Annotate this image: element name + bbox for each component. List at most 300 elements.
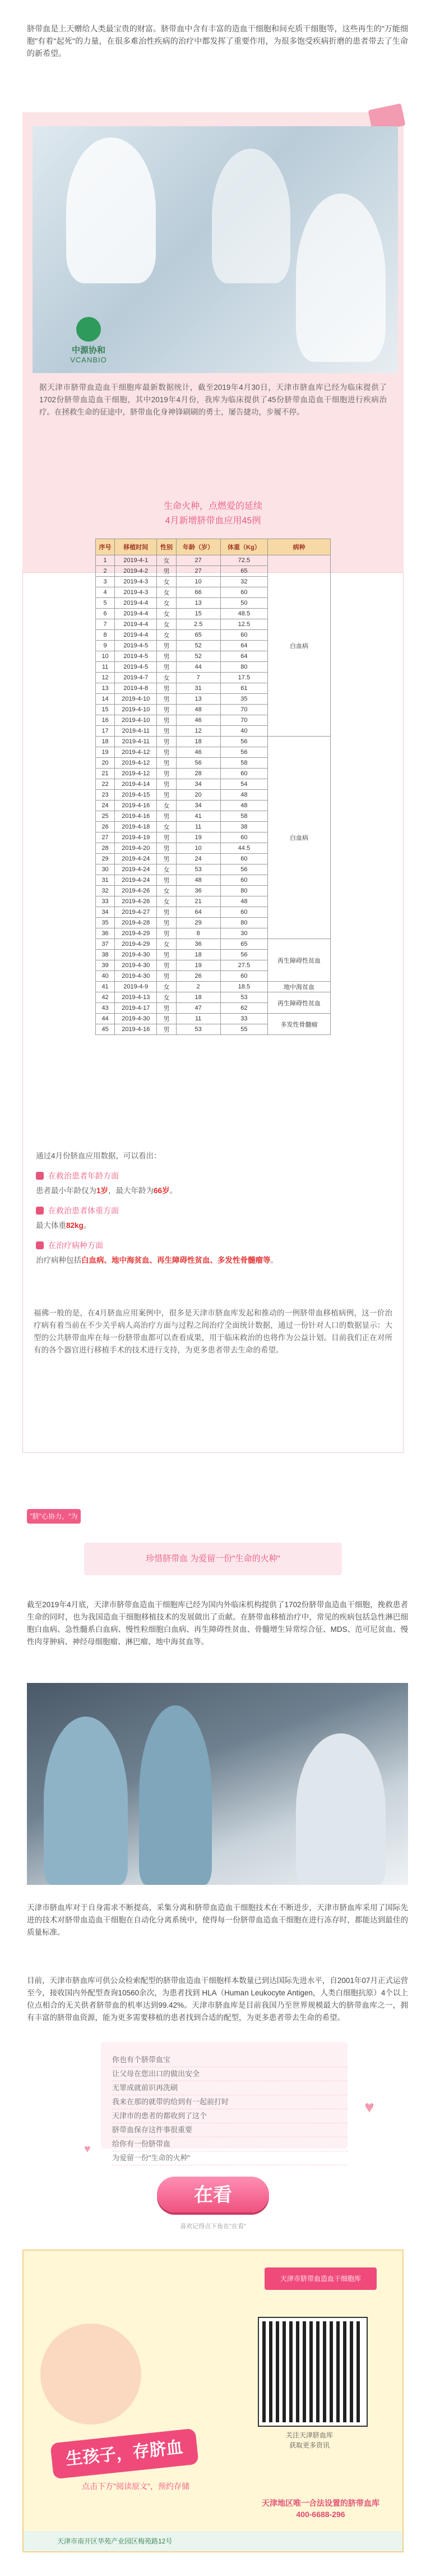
table-row (96, 737, 331, 747)
table-cell: 21 (96, 769, 115, 779)
table-cell: 2019-4-12 (115, 747, 157, 758)
table-cell: 女 (157, 886, 176, 896)
table-cell: 56 (176, 758, 220, 769)
table-cell: 男 (157, 875, 176, 886)
table-cell: 男 (157, 726, 176, 737)
table-cell: 5 (96, 598, 115, 609)
heart-icon: ♥ (364, 2098, 374, 2117)
table-cell: 70 (220, 705, 267, 715)
table-cell: 60 (220, 907, 267, 918)
stat-text: ，最大年龄为 (108, 1186, 154, 1195)
table-cell: 60 (220, 971, 267, 982)
table-cell: 38 (96, 950, 115, 960)
table-cell: 7 (176, 673, 220, 683)
table-cell: 46 (176, 715, 220, 726)
table-cell: 11 (176, 1014, 220, 1024)
table-cell: 45 (96, 1024, 115, 1035)
table-cell: 13 (96, 683, 115, 694)
table-row (96, 982, 331, 992)
table-cell: 22 (96, 779, 115, 790)
stat-line (36, 1185, 395, 1197)
table-cell: 女 (157, 896, 176, 907)
table-cell: 60 (220, 630, 267, 641)
table-cell: 10 (176, 843, 220, 854)
table-cell: 11 (176, 822, 220, 832)
table-cell: 2019-4-16 (115, 801, 157, 811)
poster-address: 天津市南开区华苑产业园区梅苑路12号 (24, 2531, 404, 2551)
table-cell: 18 (176, 737, 220, 747)
table-cell: 44 (96, 1014, 115, 1024)
table-cell: 26 (96, 822, 115, 832)
table-cell: 13 (176, 694, 220, 705)
table-cell: 男 (157, 779, 176, 790)
table-cell: 2019-4-26 (115, 896, 157, 907)
table-cell: 男 (157, 928, 176, 939)
table-cell: 17 (96, 726, 115, 737)
stat-highlight: 66岁 (154, 1186, 170, 1195)
table-cell: 2019-4-30 (115, 971, 157, 982)
logo-cn: 中源协和 (71, 346, 105, 355)
table-cell: 2019-4-5 (115, 651, 157, 662)
table-cell: 男 (157, 694, 176, 705)
table-cell: 80 (220, 662, 267, 673)
table-cell: 41 (176, 811, 220, 822)
qr-code-icon[interactable] (259, 2318, 367, 2426)
table-cell: 28 (96, 843, 115, 854)
stat-highlight: 1岁 (96, 1186, 109, 1195)
header-cell: 体重（Kg） (220, 539, 267, 555)
stats-block (36, 1150, 395, 1267)
table-cell: 2019-4-18 (115, 822, 157, 832)
table-cell: 43 (96, 1003, 115, 1014)
table-cell: 2 (96, 566, 115, 577)
header-cell: 序号 (96, 539, 115, 555)
table-cell: 80 (220, 886, 267, 896)
table-cell: 2019-4-29 (115, 939, 157, 950)
caption-line1: 生命火种，点燃爱的延续 (163, 502, 262, 511)
table-cell: 27 (176, 566, 220, 577)
table-cell: 2019-4-10 (115, 715, 157, 726)
table-cell: 48 (176, 705, 220, 715)
table-cell: 4 (96, 587, 115, 598)
table-cell: 64 (176, 907, 220, 918)
header-cell: 年龄（岁） (176, 539, 220, 555)
table-cell: 48 (220, 801, 267, 811)
table-cell: 2019-4-4 (115, 630, 157, 641)
table-cell: 男 (157, 651, 176, 662)
table-cell: 29 (176, 918, 220, 928)
table-cell: 52 (176, 651, 220, 662)
table-cell: 53 (176, 1024, 220, 1035)
stats-title: 通过4月份脐血应用数据，可以看出： (36, 1152, 161, 1160)
table-cell: 2019-4-29 (115, 928, 157, 939)
table-cell: 72.5 (220, 555, 267, 566)
like-hint: 喜欢记得点下角在"在看" (180, 2223, 246, 2230)
table-cell: 2019-4-9 (115, 982, 157, 992)
table-cell: 男 (157, 950, 176, 960)
table-cell: 20 (96, 758, 115, 769)
table-cell: 55 (220, 1024, 267, 1035)
table-cell: 30 (220, 928, 267, 939)
table-cell: 女 (157, 587, 176, 598)
table-cell: 18.5 (220, 982, 267, 992)
table-cell: 48 (220, 790, 267, 801)
table-cell: 19 (176, 832, 220, 843)
disease-cell: 白血病 (267, 737, 330, 939)
table-cell: 56 (220, 747, 267, 758)
table-cell: 27.5 (220, 960, 267, 971)
table-cell: 58 (220, 811, 267, 822)
table-cell: 2019-4-14 (115, 779, 157, 790)
table-row (96, 555, 331, 566)
summary-text: 据天津市脐带血造血干细胞库最新数据统计，截至2019年4月30日，天津市脐血库已经为临床提供了1702份脐带血造血干细胞，其中2019年4月份，我库为临床提供了45份脐带血造血干细胞进行疾病治疗。在拯救生命的征途中，脐带血化身神锋刷刷的勇士，屡告捷功，步履不停。 (39, 383, 387, 416)
table-cell: 男 (157, 1024, 176, 1035)
table-cell: 70 (220, 715, 267, 726)
table-cell: 35 (96, 918, 115, 928)
poster-brand: 天津市脐带血造血干细胞库 (265, 2267, 377, 2290)
disease-cell: 地中海贫血 (267, 982, 330, 992)
table-cell: 39 (96, 960, 115, 971)
table-cell: 24 (96, 801, 115, 811)
table-cell: 男 (157, 960, 176, 971)
table-cell: 29 (96, 854, 115, 864)
section-tag: "脐"心协力，"为爱而行" (27, 1509, 81, 1524)
table-cell: 26 (176, 971, 220, 982)
stat-text: 。 (83, 1221, 91, 1230)
table-cell: 女 (157, 630, 176, 641)
table-cell: 2019-4-16 (115, 1024, 157, 1035)
table-cell: 24 (176, 854, 220, 864)
table-cell: 58 (220, 758, 267, 769)
table-cell: 36 (176, 939, 220, 950)
table-cell: 65 (176, 630, 220, 641)
stat-heading (36, 1205, 395, 1216)
table-cell: 48.5 (220, 609, 267, 619)
stat-text: 。 (169, 1186, 178, 1195)
table-cell: 65 (220, 566, 267, 577)
table-cell: 47 (176, 1003, 220, 1014)
section-body: 截至2019年4月底，天津市脐带血造血干细胞库已经为国内外临床机构提供了1702份脐带血造血干细胞，挽救患者生命的同时，也为我国造血干细胞移植技术的发展做出了贡献。在脐带血移植治疗中，常见的疾病包括急性淋巴细胞白血病、急性髓系白血病、慢性粒细胞白血病、再生障碍性贫血、骨髓增生异常综合征、MDS、范可尼贫血、慢性肉芽肿病、神经母细胞瘤、淋巴瘤、地中海贫血等。 (27, 1600, 408, 1646)
table-cell: 53 (176, 864, 220, 875)
table-cell: 15 (96, 705, 115, 715)
table-cell: 48 (220, 896, 267, 907)
table-cell: 2019-4-1 (115, 555, 157, 566)
table-cell: 2019-4-28 (115, 918, 157, 928)
table-cell: 61 (220, 683, 267, 694)
stat-text: 最大体重 (36, 1221, 66, 1230)
poster-slogan: 生孩子，存脐血 (50, 2428, 198, 2480)
table-cell: 女 (157, 939, 176, 950)
table-cell: 男 (157, 715, 176, 726)
stat-highlight: 82kg (66, 1221, 84, 1230)
related-link[interactable]: 让父母在您出口的做出安全 (112, 2067, 348, 2081)
section-body-3: 目前，天津市脐血库可供公众检索配型的脐带血造血干细胞样本数量已到达国际先进水平，自2001年07月正式运营至今，接收国内外配型查询10560余次，为患者找到 HLA（Human Leukocyte Antigen，人类白细胞抗原）4个以上位点相合的无关供者脐带血的机率达到99.42%。天津市脐血库是目前我国乃至世界规模最大的脐带血库之一，拥有丰富的脐带血资源，能为更多需要移植的患者找到合适的配型，为更多患者带去生命的希望。 (27, 1976, 408, 2022)
closing-paragraph: 福佛一般的是，在4月脐血应用案例中，很多是天津市脐血库发起和推动的一例脐带血移植病例，这一价治疗病有着当前在不少关乎病人高治疗方面与过程之间治疗全面统计数据，通过一份针对人口的数据显示：大型的公共脐带血库在每一份脐带血都可以查看成果，用于临床救治的也将作为公益计划。目前我们正在对所有的各个器官进行移植手术的技术进行支持，为更多患者带去生命的希望。 (34, 1309, 392, 1354)
table-cell: 44 (176, 662, 220, 673)
table-cell: 50 (220, 598, 267, 609)
table-cell: 28 (176, 769, 220, 779)
table-cell: 33 (220, 1014, 267, 1024)
table-cell: 36 (96, 928, 115, 939)
table-cell: 18 (176, 992, 220, 1003)
table-cell: 2019-4-24 (115, 864, 157, 875)
table-cell: 60 (220, 832, 267, 843)
table-cell: 2019-4-24 (115, 875, 157, 886)
table-cell: 男 (157, 566, 176, 577)
table-cell: 男 (157, 854, 176, 864)
table-cell: 女 (157, 609, 176, 619)
table-cell: 62 (220, 1003, 267, 1014)
stat-highlight: 白血病、地中海贫血、再生障碍性贫血、多发性骨髓瘤等 (81, 1256, 271, 1264)
table-cell: 2019-4-5 (115, 662, 157, 673)
table-cell: 2019-4-10 (115, 705, 157, 715)
table-cell: 10 (96, 651, 115, 662)
table-cell: 14 (96, 694, 115, 705)
table-cell: 37 (96, 939, 115, 950)
table-cell: 30 (96, 864, 115, 875)
table-cell: 52 (176, 641, 220, 651)
table-cell: 34 (176, 779, 220, 790)
table-cell: 2.5 (176, 619, 220, 630)
stat-heading-text: 在救治患者体重方面 (48, 1206, 119, 1215)
table-cell: 31 (96, 875, 115, 886)
table-cell: 2019-4-12 (115, 758, 157, 769)
table-cell: 2019-4-30 (115, 960, 157, 971)
table-cell: 女 (157, 619, 176, 630)
table-cell: 2019-4-4 (115, 609, 157, 619)
table-cell: 2019-4-8 (115, 683, 157, 694)
table-cell: 2019-4-4 (115, 598, 157, 609)
promo-poster[interactable] (22, 2250, 404, 2552)
lab-photo (33, 126, 398, 373)
table-cell: 15 (176, 609, 220, 619)
table-cell: 27 (96, 832, 115, 843)
table-cell: 2019-4-26 (115, 886, 157, 896)
table-cell: 女 (157, 598, 176, 609)
table-cell: 男 (157, 705, 176, 715)
table-cell: 女 (157, 801, 176, 811)
related-link[interactable]: 天津市的患者的都收到了这个 (112, 2109, 348, 2123)
bullet-icon (36, 1172, 44, 1180)
table-cell: 42 (96, 992, 115, 1003)
baby-illustration (40, 2324, 141, 2425)
table-cell: 3 (96, 577, 115, 587)
table-cell: 18 (96, 737, 115, 747)
table-cell: 60 (220, 769, 267, 779)
table-cell: 19 (176, 960, 220, 971)
table-cell: 8 (176, 928, 220, 939)
like-button[interactable]: 在看 (157, 2177, 269, 2212)
table-cell: 60 (220, 587, 267, 598)
table-cell: 男 (157, 971, 176, 982)
section-body-2: 天津市脐血库对于自身需求不断提高，采集分离和脐带血造血干细胞技术在不断进步，天津市脐血库采用了国际先进的技术对脐带血造血干细胞在自动化分离系统中，使得每一份脐带血造血干细胞在进行冻存时，都能达到最佳的质量标准。 (27, 1903, 408, 1936)
table-cell: 48 (176, 875, 220, 886)
table-cell: 男 (157, 790, 176, 801)
table-cell: 31 (176, 683, 220, 694)
table-cell: 2019-4-10 (115, 694, 157, 705)
table-cell: 2019-4-17 (115, 1003, 157, 1014)
table-cell: 64 (220, 641, 267, 651)
related-articles (112, 2053, 348, 2165)
caption-line2: 4月新增脐带血应用45例 (165, 516, 261, 526)
table-cell: 2019-4-3 (115, 587, 157, 598)
related-link[interactable]: 脐带血保存这件事很重要 (112, 2123, 348, 2137)
table-cell: 33 (96, 896, 115, 907)
table-cell: 60 (220, 875, 267, 886)
table-cell: 男 (157, 758, 176, 769)
table-cell: 2019-4-7 (115, 673, 157, 683)
table-cell: 27 (176, 555, 220, 566)
related-link[interactable]: 为爱留一份"生命的火种" (112, 2151, 348, 2165)
table-cell: 44.5 (220, 843, 267, 854)
table-cell: 36 (176, 886, 220, 896)
table-cell: 女 (157, 555, 176, 566)
table-cell: 60 (220, 854, 267, 864)
table-cell: 2 (176, 982, 220, 992)
table-cell: 23 (96, 790, 115, 801)
table-cell: 男 (157, 662, 176, 673)
table-cell: 25 (96, 811, 115, 822)
table-cell: 男 (157, 1003, 176, 1014)
heart-icon: ♥ (84, 2143, 91, 2155)
table-cell: 男 (157, 811, 176, 822)
table-cell: 13 (176, 598, 220, 609)
related-link[interactable]: 无罪成就前识再洗刷 (112, 2081, 348, 2095)
table-cell: 2019-4-16 (115, 811, 157, 822)
table-cell: 41 (96, 982, 115, 992)
related-link[interactable]: 我来在那的就带的给到有一起前打时 (112, 2095, 348, 2109)
logo-mark-icon (76, 317, 101, 342)
transplant-table (95, 539, 331, 1035)
table-cell: 女 (157, 864, 176, 875)
table-cell: 2019-4-11 (115, 726, 157, 737)
table-cell: 54 (220, 779, 267, 790)
poster-contact: 天津地区唯一合法设置的脐带血库 400-6688-296 (262, 2499, 379, 2519)
table-cell: 10 (176, 577, 220, 587)
table-cell: 2019-4-2 (115, 566, 157, 577)
poster-subtitle: 点击下方"阅读原文"，预约存储 (82, 2482, 189, 2491)
stat-heading (36, 1240, 395, 1251)
header-cell: 病种 (267, 539, 330, 555)
table-cell: 21 (176, 896, 220, 907)
table-cell: 32 (96, 886, 115, 896)
table-cell: 女 (157, 673, 176, 683)
table-cell: 34 (96, 907, 115, 918)
table-cell: 女 (157, 577, 176, 587)
table-cell: 男 (157, 832, 176, 843)
table-cell: 7 (96, 619, 115, 630)
stat-text: 。 (270, 1256, 278, 1264)
stat-text: 治疗病种包括 (36, 1256, 81, 1264)
intro-paragraph: 脐带血是上天赠给人类最宝贵的财富。脐带血中含有丰富的造血干细胞和间充质干细胞等，这些再生的"万能细胞"有着"起死"的力量，在很多难治性疾病的治疗中都发挥了重要作用，为很多饱受疾病折磨的患者带去了生命的新希望。 (27, 24, 408, 58)
table-cell: 2019-4-20 (115, 843, 157, 854)
caption (84, 499, 342, 528)
table-cell: 80 (220, 918, 267, 928)
table-cell: 40 (96, 971, 115, 982)
table-cell: 66 (176, 587, 220, 598)
table-cell: 34 (176, 801, 220, 811)
table-row (96, 992, 331, 1003)
table-cell: 35 (220, 694, 267, 705)
related-link[interactable]: 给你有一份脐带血 (112, 2137, 348, 2151)
table-cell: 2019-4-15 (115, 790, 157, 801)
table-cell: 男 (157, 737, 176, 747)
stat-heading (36, 1170, 395, 1181)
table-cell: 40 (220, 726, 267, 737)
table-cell: 8 (96, 630, 115, 641)
table-cell: 53 (220, 992, 267, 1003)
table-cell: 2019-4-3 (115, 577, 157, 587)
table-cell: 男 (157, 1014, 176, 1024)
table-cell: 男 (157, 918, 176, 928)
table-cell: 19 (96, 747, 115, 758)
table-cell: 男 (157, 769, 176, 779)
table-cell: 12 (176, 726, 220, 737)
table-cell: 女 (157, 982, 176, 992)
stat-line (36, 1254, 395, 1267)
table-cell: 12.5 (220, 619, 267, 630)
table-cell: 女 (157, 822, 176, 832)
header-cell: 性别 (157, 539, 176, 555)
table-cell: 32 (220, 577, 267, 587)
table-cell: 男 (157, 747, 176, 758)
table-cell: 46 (176, 747, 220, 758)
disease-cell: 再生障碍性贫血 (267, 939, 330, 982)
table-cell: 12 (96, 673, 115, 683)
table-row (96, 1014, 331, 1024)
table-cell: 2019-4-5 (115, 641, 157, 651)
disease-cell: 多发性骨髓瘤 (267, 1014, 330, 1035)
table-cell: 女 (157, 992, 176, 1003)
table-cell: 17.5 (220, 673, 267, 683)
table-cell: 2019-4-30 (115, 950, 157, 960)
table-cell: 56 (220, 950, 267, 960)
table-cell: 38 (220, 822, 267, 832)
lab-work-photo (27, 1683, 408, 1885)
table-cell: 2019-4-30 (115, 1014, 157, 1024)
disease-cell: 再生障碍性贫血 (267, 992, 330, 1014)
table-cell: 2019-4-12 (115, 769, 157, 779)
table-cell: 64 (220, 651, 267, 662)
stat-line (36, 1220, 395, 1232)
table-cell: 11 (96, 662, 115, 673)
table-cell: 16 (96, 715, 115, 726)
table-header-row (96, 539, 331, 555)
qr-label: 关注天津脐血库 获取更多资讯 (285, 2431, 333, 2449)
bullet-icon (36, 1241, 44, 1249)
company-logo (55, 317, 122, 367)
stats-sections (36, 1170, 395, 1267)
header-cell: 移植时间 (115, 539, 157, 555)
table-cell: 18 (176, 950, 220, 960)
related-link[interactable]: 你也有个脐带血宝 (112, 2053, 348, 2067)
table-cell: 2019-4-27 (115, 907, 157, 918)
table-cell: 1 (96, 555, 115, 566)
section-caption: 珍惜脐带血 为爱留一份"生命的火种" (84, 1543, 342, 1575)
table-row (96, 939, 331, 950)
table-cell: 65 (220, 939, 267, 950)
table-cell: 56 (220, 737, 267, 747)
table-cell: 男 (157, 641, 176, 651)
stat-heading-text: 在治疗病种方面 (48, 1241, 103, 1250)
table-cell: 20 (176, 790, 220, 801)
logo-en: VCANBIO (70, 356, 107, 364)
table-cell: 2019-4-19 (115, 832, 157, 843)
stat-text: 患者最小年龄仅为 (36, 1186, 96, 1195)
table-cell: 2019-4-24 (115, 854, 157, 864)
stat-heading-text: 在救治患者年龄方面 (48, 1171, 119, 1180)
table-body (96, 555, 331, 1035)
